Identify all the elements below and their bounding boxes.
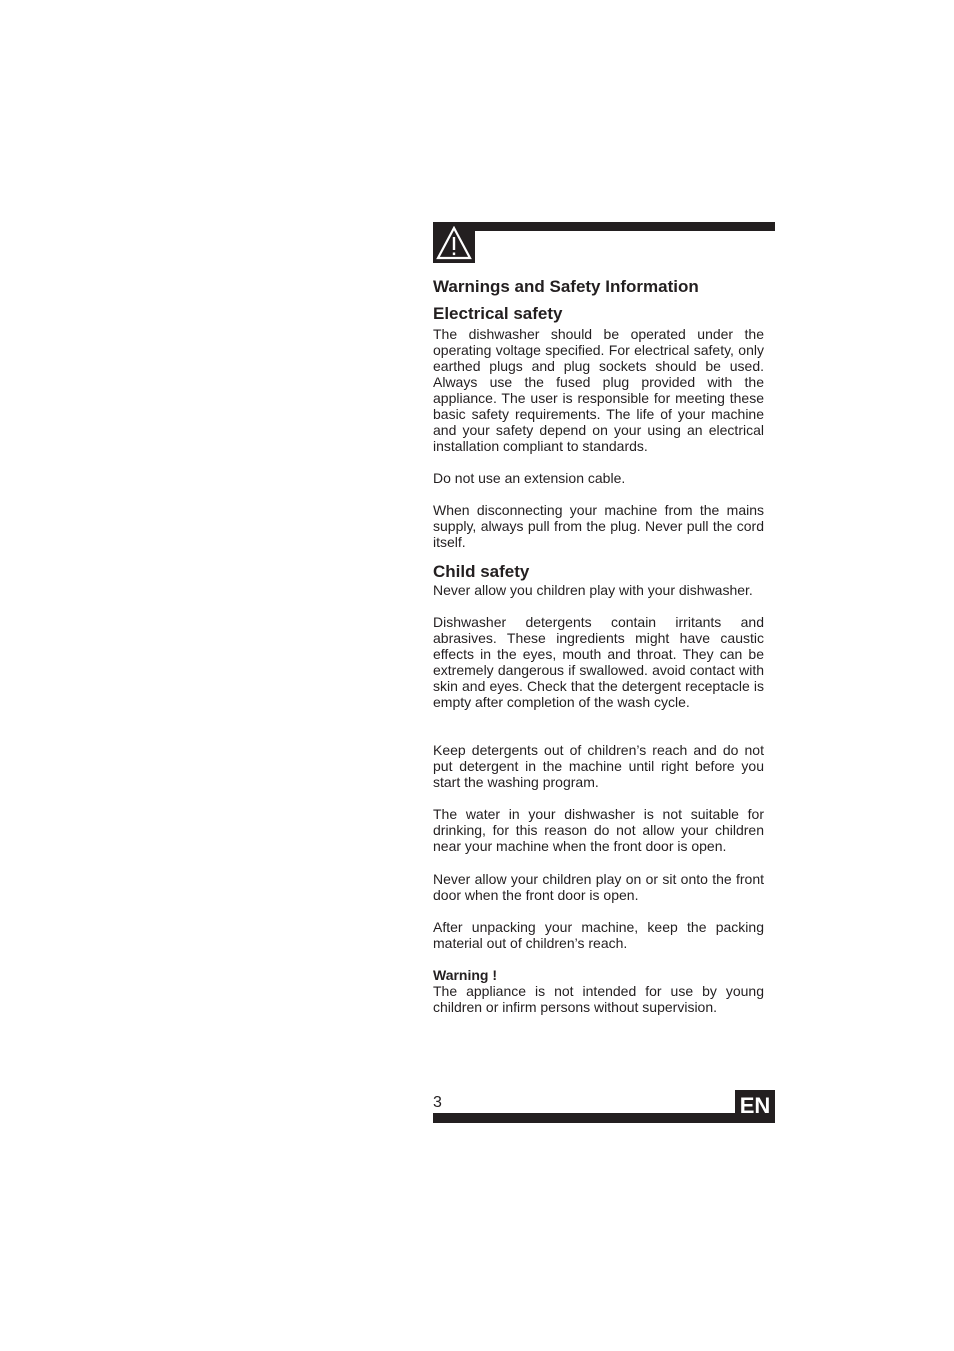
child-paragraph-6: After unpacking your machine, keep the packing material out of children’s reach. <box>433 919 764 951</box>
warning-badge <box>433 222 475 263</box>
warning-text: The appliance is not intended for use by young children or infirm persons without supervision. <box>433 983 764 1015</box>
header-rule <box>433 222 775 231</box>
child-paragraph-5: Never allow your children play on or sit onto the front door when the front door is open. <box>433 871 764 903</box>
child-paragraph-4: The water in your dishwasher is not suitable for drinking, for this reason do not allow your children near your machine when the front door is open. <box>433 806 764 854</box>
child-safety-heading: Child safety <box>433 562 530 581</box>
electrical-safety-heading: Electrical safety <box>433 304 563 323</box>
electrical-paragraph-3: When disconnecting your machine from the mains supply, always pull from the plug. Never pull the cord itself. <box>433 502 764 550</box>
footer-rule <box>433 1113 775 1123</box>
warning-triangle-icon <box>436 226 472 260</box>
child-paragraph-2: Dishwasher detergents contain irritants and abrasives. These ingredients might have caustic effects in the eyes, mouth and throat. They can be extremely dangerous if swallowed. avoid contact with skin and eyes. Check that the detergent receptacle is empty after completion of the wash cycle. <box>433 614 764 710</box>
page-title: Warnings and Safety Information <box>433 277 699 296</box>
language-badge: EN <box>735 1090 775 1123</box>
warning-heading: Warning ! <box>433 967 498 983</box>
child-paragraph-3: Keep detergents out of children’s reach and do not put detergent in the machine until right before you start the washing program. <box>433 742 764 790</box>
document-body <box>433 277 764 1015</box>
page-number: 3 <box>433 1094 442 1111</box>
child-paragraph-1: Never allow you children play with your dishwasher. <box>433 582 753 598</box>
electrical-paragraph-1: The dishwasher should be operated under the operating voltage specified. For electrical safety, only earthed plugs and plug sockets should be used. Always use the fused plug provided with the appliance. The user is responsible for meeting these basic safety requirements. The life of your machine and your safety depend on your using an electrical installation compliant to standards. <box>433 326 764 454</box>
electrical-paragraph-2: Do not use an extension cable. <box>433 470 626 486</box>
